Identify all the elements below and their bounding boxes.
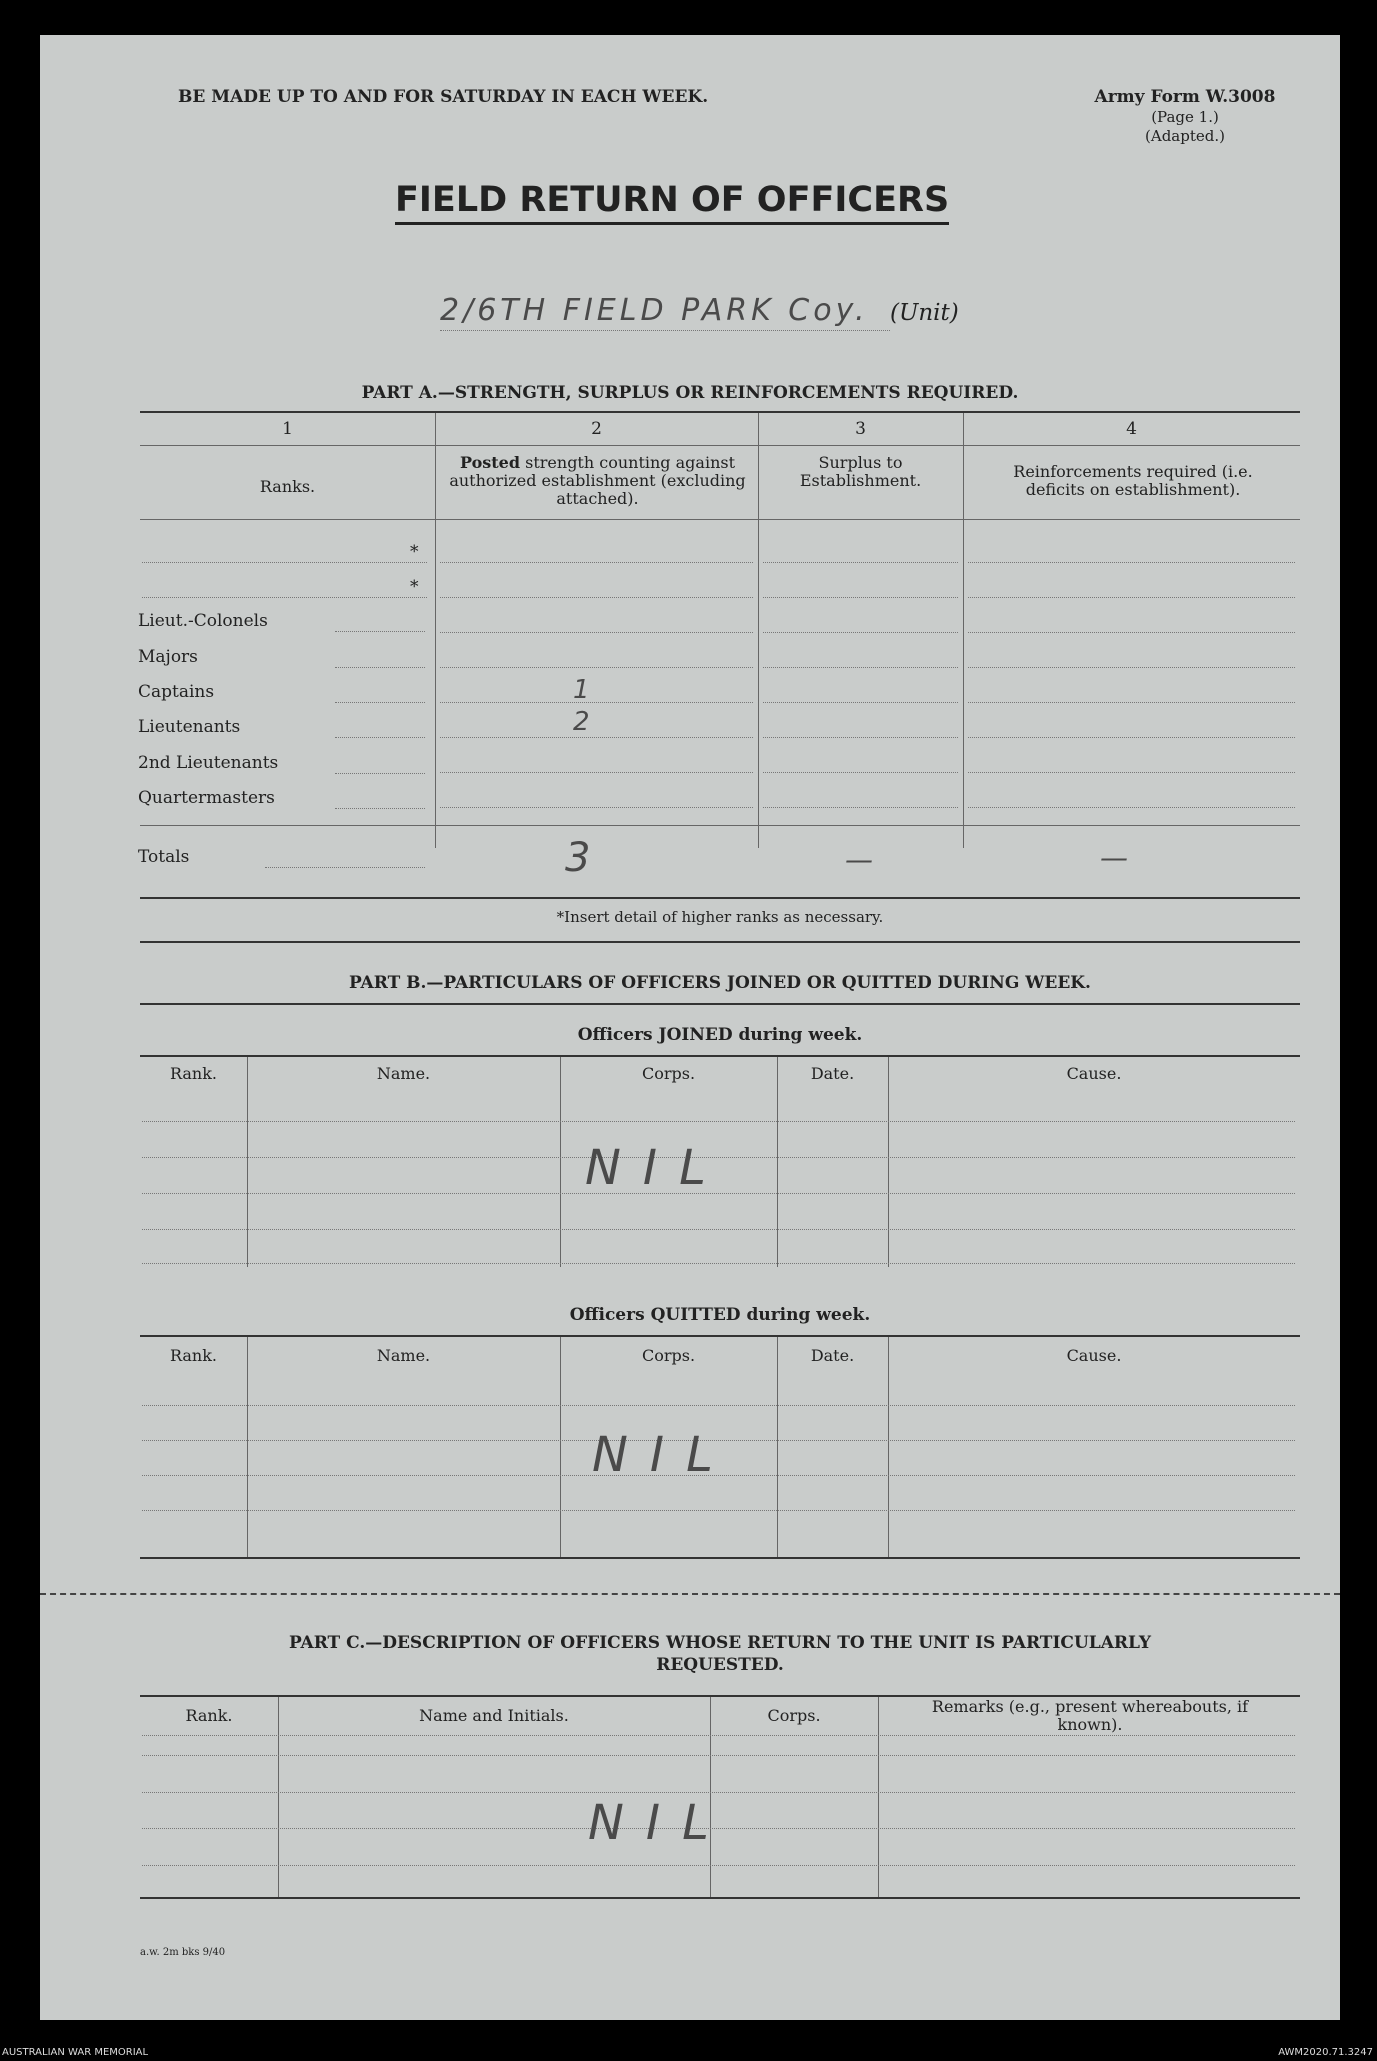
- unit-handwritten: 2/6TH FIELD PARK Coy.: [440, 293, 869, 328]
- reinforcement-line: [968, 597, 1295, 598]
- part-c-row-line: [142, 1865, 1295, 1866]
- totals-label: Totals: [138, 847, 190, 867]
- col-number-4: 4: [1126, 419, 1137, 439]
- joined-col-rank: Rank.: [169, 1064, 218, 1083]
- col-header-surplus: Surplus to Establishment.: [799, 453, 922, 490]
- surplus-line: [763, 667, 958, 668]
- joined-col-corps: Corps.: [641, 1064, 696, 1083]
- reinforcement-line: [968, 807, 1295, 808]
- quitted-col-divider: [560, 1337, 561, 1557]
- rank-2nd-lieutenants: 2nd Lieutenants: [138, 753, 279, 773]
- col-header-posted: [445, 454, 750, 508]
- rank-lieutenants: Lieutenants: [138, 717, 241, 737]
- quitted-row-line: [142, 1510, 1295, 1511]
- col-number-3: 3: [855, 419, 866, 439]
- joined-col-divider: [247, 1057, 248, 1267]
- reinforcement-line: [968, 772, 1295, 773]
- quitted-heading: Officers QUITTED during week.: [569, 1305, 871, 1325]
- part-b-top-rule: [140, 1003, 1300, 1005]
- part-c-col-remarks: Remarks (e.g., present whereabouts, if known).: [931, 1697, 1249, 1734]
- part-c-heading: [140, 1632, 1300, 1676]
- rank-leader-dots: [335, 737, 425, 738]
- rank-line: [142, 597, 427, 598]
- col-header-posted-bold: Posted: [459, 453, 521, 472]
- quitted-col-divider: [247, 1337, 248, 1557]
- form-page: [40, 35, 1340, 2020]
- asterisk-marker: *: [410, 577, 419, 597]
- part-c-col-corps: Corps.: [767, 1706, 821, 1725]
- reinforcement-line: [968, 562, 1295, 563]
- joined-col-divider: [888, 1057, 889, 1267]
- quitted-col-rank: Rank.: [169, 1346, 218, 1365]
- rank-leader-dots: [335, 773, 425, 774]
- quitted-bottom-rule: [140, 1557, 1300, 1559]
- form-adapted: (Adapted.): [1145, 127, 1225, 145]
- joined-col-name: Name.: [376, 1064, 431, 1083]
- surplus-line: [763, 702, 958, 703]
- instruction-line: BE MADE UP TO AND FOR SATURDAY IN EACH WEEK.: [178, 87, 709, 107]
- surplus-line: [763, 597, 958, 598]
- form-number: Army Form W.3008: [1094, 87, 1276, 107]
- col-header-ranks: Ranks.: [259, 477, 316, 496]
- lieutenants-posted-value: 2: [573, 707, 594, 737]
- part-c-col-divider: [878, 1697, 879, 1897]
- rank-leader-dots: [335, 667, 425, 668]
- joined-col-cause: Cause.: [1066, 1064, 1122, 1083]
- part-c-heading-line2: REQUESTED.: [656, 1655, 784, 1675]
- part-c-heading-line1: PART C.—DESCRIPTION OF OFFICERS WHOSE RETURN TO THE UNIT IS PARTICULARLY: [288, 1633, 1152, 1653]
- quitted-col-name: Name.: [376, 1346, 431, 1365]
- rank-leader-dots: [335, 631, 425, 632]
- posted-line: [440, 632, 753, 633]
- posted-line: [440, 597, 753, 598]
- unit-label: (Unit): [890, 300, 959, 326]
- part-c-bottom-rule: [140, 1897, 1300, 1899]
- surplus-line: [763, 632, 958, 633]
- part-a-footnote: *Insert detail of higher ranks as necessary.: [556, 908, 884, 926]
- joined-top-rule: [140, 1055, 1300, 1057]
- reinforcement-line: [968, 632, 1295, 633]
- posted-line: [440, 667, 753, 668]
- rank-line: [142, 562, 427, 563]
- posted-line: [440, 702, 753, 703]
- joined-col-divider: [777, 1057, 778, 1267]
- footer-archive-name: AUSTRALIAN WAR MEMORIAL: [2, 2047, 149, 2058]
- joined-nil-entry: NIL: [585, 1140, 728, 1196]
- form-page-number: (Page 1.): [1151, 108, 1219, 126]
- rank-lieut-colonels: Lieut.-Colonels: [138, 611, 268, 631]
- part-a-col-divider-3: [963, 413, 964, 848]
- quitted-col-cause: Cause.: [1066, 1346, 1122, 1365]
- quitted-col-corps: Corps.: [641, 1346, 696, 1365]
- part-a-header-rule: [140, 519, 1300, 520]
- part-c-row-line: [142, 1735, 1295, 1736]
- part-c-nil-entry: NIL: [588, 1795, 731, 1851]
- col-header-reinforcements: Reinforcements required (i.e. deficits on establishment).: [1013, 462, 1253, 499]
- joined-row-line: [142, 1229, 1295, 1230]
- part-a-footnote-rule: [140, 941, 1300, 943]
- reinforcement-line: [968, 667, 1295, 668]
- quitted-nil-entry: NIL: [592, 1427, 735, 1483]
- part-a-bottom-rule: [140, 897, 1300, 899]
- quitted-col-date: Date.: [810, 1346, 855, 1365]
- unit-dotted-line: [440, 330, 890, 331]
- rank-leader-dots: [335, 808, 425, 809]
- reinforcement-line: [968, 737, 1295, 738]
- captains-posted-value: 1: [573, 675, 594, 705]
- quitted-col-divider: [888, 1337, 889, 1557]
- footer-accession-number: AWM2020.71.3247: [1278, 2047, 1373, 2058]
- surplus-line: [763, 772, 958, 773]
- joined-heading: Officers JOINED during week.: [577, 1025, 863, 1045]
- rank-captains: Captains: [138, 682, 215, 702]
- part-b-heading: PART B.—PARTICULARS OF OFFICERS JOINED OR QUITTED DURING WEEK.: [349, 973, 1091, 993]
- part-a-top-rule: [140, 411, 1300, 413]
- quitted-row-line: [142, 1405, 1295, 1406]
- part-a-heading: PART A.—STRENGTH, SURPLUS OR REINFORCEMENTS REQUIRED.: [361, 383, 1019, 403]
- totals-leader-dots: [265, 867, 425, 868]
- part-c-col-name: Name and Initials.: [419, 1706, 569, 1725]
- col-header-posted-rest: strength counting against authorized establishment (excluding attached).: [449, 453, 746, 508]
- col-number-1: 1: [282, 419, 293, 439]
- quitted-col-divider: [777, 1337, 778, 1557]
- totals-posted-value: 3: [565, 835, 595, 881]
- posted-line: [440, 562, 753, 563]
- posted-line: [440, 807, 753, 808]
- perforation-line: [40, 1593, 1340, 1595]
- surplus-line: [763, 737, 958, 738]
- part-a-col-divider-2: [758, 413, 759, 848]
- totals-surplus-value: —: [845, 843, 877, 876]
- print-code: a.w. 2m bks 9/40: [140, 1947, 226, 1958]
- reinforcement-line: [968, 702, 1295, 703]
- posted-line: [440, 772, 753, 773]
- quitted-top-rule: [140, 1335, 1300, 1337]
- asterisk-marker: *: [410, 542, 419, 562]
- surplus-line: [763, 807, 958, 808]
- part-c-col-rank: Rank.: [185, 1706, 233, 1725]
- part-a-number-rule: [140, 445, 1300, 446]
- col-number-2: 2: [591, 419, 602, 439]
- joined-col-divider: [560, 1057, 561, 1267]
- joined-row-line: [142, 1263, 1295, 1264]
- part-c-col-divider: [278, 1697, 279, 1897]
- joined-row-line: [142, 1121, 1295, 1122]
- posted-line: [440, 737, 753, 738]
- part-c-row-line: [142, 1792, 1295, 1793]
- page-title: FIELD RETURN OF OFFICERS: [395, 180, 949, 225]
- surplus-line: [763, 562, 958, 563]
- totals-reinforcements-value: —: [1100, 841, 1132, 874]
- rank-quartermasters: Quartermasters: [138, 788, 275, 808]
- joined-col-date: Date.: [810, 1064, 855, 1083]
- rank-majors: Majors: [138, 647, 198, 667]
- part-a-totals-rule: [140, 825, 1300, 826]
- part-a-col-divider-1: [435, 413, 436, 848]
- rank-leader-dots: [335, 702, 425, 703]
- part-c-row-line: [142, 1755, 1295, 1756]
